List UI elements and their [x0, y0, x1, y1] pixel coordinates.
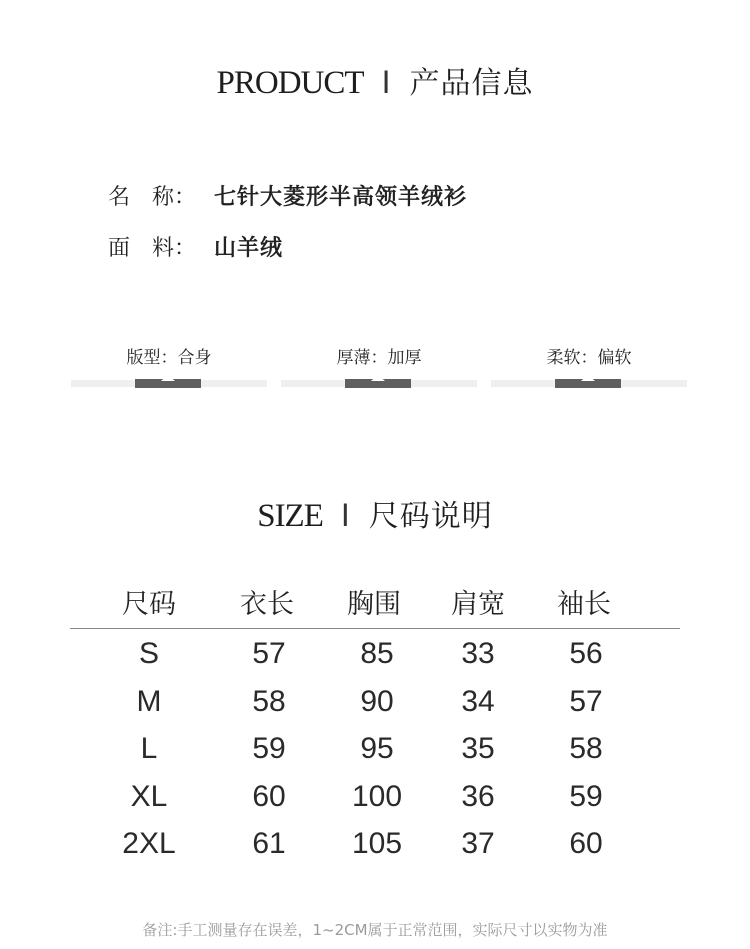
cell-length: 59 — [252, 732, 286, 765]
scale-label: 版型：合身 — [126, 348, 212, 368]
size-table — [70, 580, 680, 867]
info-value: 山羊绒 — [214, 236, 284, 261]
scale-notch — [371, 375, 385, 381]
cell-chest: 105 — [351, 827, 403, 860]
cell-shoulder: 34 — [461, 684, 495, 718]
info-row-name — [108, 180, 467, 211]
table-row — [70, 724, 680, 772]
cell-size: 2XL — [122, 827, 176, 860]
cell-length: 58 — [252, 684, 286, 718]
cell-size: L — [140, 732, 158, 765]
scale-notch — [161, 375, 175, 381]
cell-shoulder: 37 — [461, 827, 495, 860]
measurement-note: 备注:手工测量存在误差，1~2CM属于正常范围，实际尺寸以实物为准 — [142, 921, 608, 939]
cell-size: XL — [130, 779, 168, 813]
cell-chest: 95 — [360, 732, 394, 765]
size-table-header — [70, 580, 680, 629]
scale-label: 柔软：偏软 — [546, 348, 632, 368]
cell-chest: 85 — [360, 637, 394, 670]
product-heading-zh: 产品信息 — [409, 66, 534, 101]
cell-shoulder: 33 — [461, 637, 495, 670]
cell-chest: 100 — [351, 779, 403, 813]
header-shoulder: 肩宽 — [451, 589, 505, 620]
size-heading — [0, 491, 750, 535]
cell-sleeve: 57 — [569, 684, 603, 718]
heading-separator: I — [381, 64, 392, 100]
cell-length: 57 — [252, 637, 286, 670]
cell-length: 60 — [252, 779, 286, 813]
cell-length: 61 — [252, 827, 286, 860]
scale-thickness — [281, 343, 477, 389]
info-value: 七针大菱形半高领羊绒衫 — [214, 185, 468, 210]
cell-shoulder: 35 — [461, 732, 495, 765]
header-sleeve: 袖长 — [557, 589, 611, 620]
cell-sleeve: 60 — [569, 827, 603, 860]
scale-softness — [491, 343, 687, 389]
cell-sleeve: 56 — [569, 637, 603, 670]
size-heading-zh: 尺码说明 — [368, 499, 493, 534]
scale-fit — [71, 343, 267, 389]
header-chest: 胸围 — [347, 589, 401, 620]
cell-shoulder: 36 — [461, 779, 495, 813]
cell-size: M — [136, 684, 162, 718]
info-key: 面 料： — [108, 236, 197, 261]
cell-sleeve: 59 — [569, 779, 603, 813]
cell-sleeve: 58 — [569, 732, 603, 765]
table-row — [70, 772, 680, 820]
product-heading-en: PRODUCT — [216, 65, 364, 101]
header-length: 衣长 — [240, 589, 294, 620]
cell-size: S — [138, 637, 159, 670]
info-row-fabric — [108, 231, 283, 262]
info-key: 名 称： — [108, 185, 197, 210]
product-heading — [0, 58, 750, 102]
table-row — [70, 819, 680, 867]
table-row — [70, 677, 680, 725]
heading-separator: I — [340, 497, 351, 533]
cell-chest: 90 — [360, 684, 394, 718]
size-heading-en: SIZE — [257, 498, 323, 534]
table-row — [70, 629, 680, 677]
header-size: 尺码 — [122, 589, 176, 620]
scale-label: 厚薄：加厚 — [336, 348, 422, 368]
scale-notch — [581, 375, 595, 381]
